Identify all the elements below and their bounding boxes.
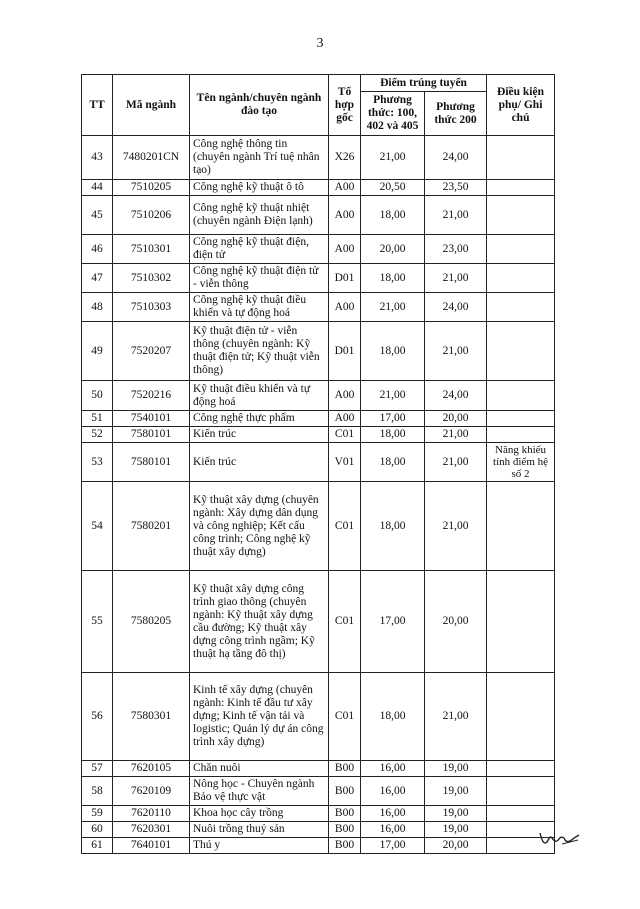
table-row [82, 235, 555, 264]
cell-tt: 52 [82, 427, 113, 443]
cell-tt: 47 [82, 264, 113, 293]
cell-score-method-1: 16,00 [361, 806, 425, 822]
cell-major-name: Kiến trúc [190, 427, 329, 443]
cell-major-code: 7520207 [113, 322, 190, 381]
cell-subject-group: C01 [329, 673, 361, 761]
cell-score-method-2: 19,00 [425, 806, 487, 822]
cell-note [487, 571, 555, 673]
cell-score-method-1: 16,00 [361, 777, 425, 806]
header-diem-trung-tuyen: Điểm trúng tuyển [361, 75, 487, 92]
table-row [82, 293, 555, 322]
cell-score-method-2: 21,00 [425, 196, 487, 235]
cell-score-method-1: 20,50 [361, 180, 425, 196]
cell-subject-group: A00 [329, 381, 361, 411]
header-phuong-thuc-2: Phương thức 200 [425, 92, 487, 136]
cell-score-method-1: 21,00 [361, 381, 425, 411]
cell-score-method-2: 23,00 [425, 235, 487, 264]
cell-major-code: 7480201CN [113, 136, 190, 180]
cell-score-method-2: 21,00 [425, 443, 487, 482]
cell-note: Năng khiếu tính điểm hệ số 2 [487, 443, 555, 482]
cell-score-method-2: 19,00 [425, 777, 487, 806]
cell-note [487, 806, 555, 822]
cell-score-method-2: 20,00 [425, 411, 487, 427]
cell-score-method-1: 18,00 [361, 482, 425, 571]
cell-tt: 53 [82, 443, 113, 482]
cell-score-method-2: 21,00 [425, 264, 487, 293]
cell-subject-group: A00 [329, 235, 361, 264]
cell-major-code: 7520216 [113, 381, 190, 411]
cell-score-method-2: 19,00 [425, 822, 487, 838]
cell-major-name: Chăn nuôi [190, 761, 329, 777]
cell-major-name: Kỹ thuật xây dựng (chuyên ngành: Xây dựng dân dụng và công nghiệp; Kết cấu công trình; Công nghệ kỹ thuật xây dựng) [190, 482, 329, 571]
cell-score-method-1: 21,00 [361, 293, 425, 322]
cell-tt: 44 [82, 180, 113, 196]
cell-major-code: 7580101 [113, 443, 190, 482]
table-row [82, 322, 555, 381]
cell-score-method-1: 18,00 [361, 196, 425, 235]
cell-score-method-1: 17,00 [361, 838, 425, 854]
cell-subject-group: A00 [329, 293, 361, 322]
cell-subject-group: A00 [329, 411, 361, 427]
cell-subject-group: C01 [329, 571, 361, 673]
table-row [82, 180, 555, 196]
cell-major-name: Công nghệ kỹ thuật điều khiển và tự động hoá [190, 293, 329, 322]
table-row [82, 196, 555, 235]
cell-major-name: Công nghệ kỹ thuật ô tô [190, 180, 329, 196]
cell-major-name: Công nghệ kỹ thuật điện, điện tử [190, 235, 329, 264]
cell-major-name: Kỹ thuật xây dựng công trình giao thông (chuyên ngành: Kỹ thuật xây dựng cầu đường; Kỹ thuật xây dựng công trình ngầm; Kỹ thuật hạ tầng đô thị) [190, 571, 329, 673]
table-row [82, 673, 555, 761]
table-row [82, 822, 555, 838]
cell-major-name: Nuôi trồng thuỷ sản [190, 822, 329, 838]
cell-score-method-2: 24,00 [425, 136, 487, 180]
cell-note [487, 761, 555, 777]
header-ma-nganh: Mã ngành [113, 75, 190, 136]
cell-note [487, 381, 555, 411]
cell-tt: 45 [82, 196, 113, 235]
cell-note [487, 427, 555, 443]
table-row [82, 806, 555, 822]
cell-note [487, 180, 555, 196]
cell-tt: 60 [82, 822, 113, 838]
cell-score-method-1: 20,00 [361, 235, 425, 264]
header-to-hop: Tổ hợp gốc [329, 75, 361, 136]
cell-note [487, 777, 555, 806]
cell-major-code: 7580201 [113, 482, 190, 571]
cell-major-code: 7510301 [113, 235, 190, 264]
cell-subject-group: D01 [329, 322, 361, 381]
cell-major-code: 7540101 [113, 411, 190, 427]
cell-score-method-2: 21,00 [425, 322, 487, 381]
table-row [82, 443, 555, 482]
cell-tt: 56 [82, 673, 113, 761]
cell-major-name: Kinh tế xây dựng (chuyên ngành: Kinh tế đầu tư xây dựng; Kinh tế vận tải và logistic; Quản lý dự án công trình xây dựng) [190, 673, 329, 761]
cell-major-code: 7510303 [113, 293, 190, 322]
cell-score-method-1: 17,00 [361, 571, 425, 673]
cell-major-code: 7580101 [113, 427, 190, 443]
cell-score-method-1: 18,00 [361, 673, 425, 761]
table-row [82, 381, 555, 411]
cell-major-name: Kỹ thuật điện tử - viễn thông (chuyên ngành: Kỹ thuật điện tử; Kỹ thuật viễn thông) [190, 322, 329, 381]
cell-subject-group: B00 [329, 806, 361, 822]
cell-note [487, 482, 555, 571]
cell-note [487, 293, 555, 322]
cell-subject-group: V01 [329, 443, 361, 482]
header-tt: TT [82, 75, 113, 136]
cell-major-code: 7620105 [113, 761, 190, 777]
cell-major-code: 7580205 [113, 571, 190, 673]
cell-tt: 50 [82, 381, 113, 411]
cell-score-method-2: 20,00 [425, 571, 487, 673]
cell-tt: 46 [82, 235, 113, 264]
cell-major-code: 7580301 [113, 673, 190, 761]
cell-score-method-1: 18,00 [361, 427, 425, 443]
cell-tt: 57 [82, 761, 113, 777]
cell-subject-group: B00 [329, 761, 361, 777]
page-number: 3 [316, 36, 324, 51]
header-dieu-kien: Điều kiện phụ/ Ghi chú [487, 75, 555, 136]
table-body [82, 136, 555, 854]
admission-score-table [81, 74, 555, 854]
table-row [82, 838, 555, 854]
cell-score-method-1: 18,00 [361, 443, 425, 482]
cell-major-code: 7620110 [113, 806, 190, 822]
cell-subject-group: D01 [329, 264, 361, 293]
cell-major-code: 7510205 [113, 180, 190, 196]
header-phuong-thuc-1: Phương thức: 100, 402 và 405 [361, 92, 425, 136]
cell-score-method-1: 17,00 [361, 411, 425, 427]
cell-score-method-1: 16,00 [361, 822, 425, 838]
cell-subject-group: X26 [329, 136, 361, 180]
cell-score-method-2: 24,00 [425, 381, 487, 411]
cell-score-method-1: 16,00 [361, 761, 425, 777]
cell-score-method-2: 23,50 [425, 180, 487, 196]
cell-major-name: Công nghệ kỹ thuật điện tử - viễn thông [190, 264, 329, 293]
cell-score-method-2: 21,00 [425, 427, 487, 443]
cell-tt: 43 [82, 136, 113, 180]
cell-major-name: Công nghệ kỹ thuật nhiệt (chuyên ngành Điện lạnh) [190, 196, 329, 235]
cell-note [487, 136, 555, 180]
cell-subject-group: B00 [329, 822, 361, 838]
cell-note [487, 264, 555, 293]
cell-major-name: Thú y [190, 838, 329, 854]
cell-subject-group: B00 [329, 838, 361, 854]
cell-major-name: Kỹ thuật điều khiển và tự động hoá [190, 381, 329, 411]
cell-major-code: 7640101 [113, 838, 190, 854]
cell-subject-group: B00 [329, 777, 361, 806]
cell-subject-group: C01 [329, 482, 361, 571]
table-row [82, 411, 555, 427]
table-row [82, 761, 555, 777]
table-row [82, 264, 555, 293]
cell-major-code: 7620301 [113, 822, 190, 838]
cell-tt: 51 [82, 411, 113, 427]
cell-tt: 58 [82, 777, 113, 806]
cell-major-code: 7510206 [113, 196, 190, 235]
cell-score-method-2: 20,00 [425, 838, 487, 854]
cell-note [487, 235, 555, 264]
cell-subject-group: A00 [329, 196, 361, 235]
cell-major-code: 7620109 [113, 777, 190, 806]
cell-score-method-1: 18,00 [361, 322, 425, 381]
cell-major-name: Nông học - Chuyên ngành Bảo vệ thực vật [190, 777, 329, 806]
cell-note [487, 673, 555, 761]
cell-score-method-1: 18,00 [361, 264, 425, 293]
cell-subject-group: C01 [329, 427, 361, 443]
cell-major-name: Kiến trúc [190, 443, 329, 482]
cell-note [487, 322, 555, 381]
cell-score-method-2: 21,00 [425, 673, 487, 761]
table-row [82, 571, 555, 673]
table-row [82, 482, 555, 571]
cell-tt: 55 [82, 571, 113, 673]
cell-score-method-2: 24,00 [425, 293, 487, 322]
cell-major-name: Công nghệ thực phẩm [190, 411, 329, 427]
cell-tt: 54 [82, 482, 113, 571]
cell-tt: 48 [82, 293, 113, 322]
cell-tt: 49 [82, 322, 113, 381]
cell-major-code: 7510302 [113, 264, 190, 293]
cell-tt: 59 [82, 806, 113, 822]
cell-tt: 61 [82, 838, 113, 854]
cell-note [487, 411, 555, 427]
table-row [82, 136, 555, 180]
cell-major-name: Khoa học cây trồng [190, 806, 329, 822]
cell-note [487, 196, 555, 235]
header-ten-nganh: Tên ngành/chuyên ngành đào tạo [190, 75, 329, 136]
cell-score-method-2: 21,00 [425, 482, 487, 571]
cell-score-method-1: 21,00 [361, 136, 425, 180]
cell-subject-group: A00 [329, 180, 361, 196]
cell-score-method-2: 19,00 [425, 761, 487, 777]
initials-signature-icon [538, 829, 582, 849]
cell-major-name: Công nghệ thông tin (chuyên ngành Trí tuệ nhân tạo) [190, 136, 329, 180]
table-row [82, 427, 555, 443]
table-row [82, 777, 555, 806]
